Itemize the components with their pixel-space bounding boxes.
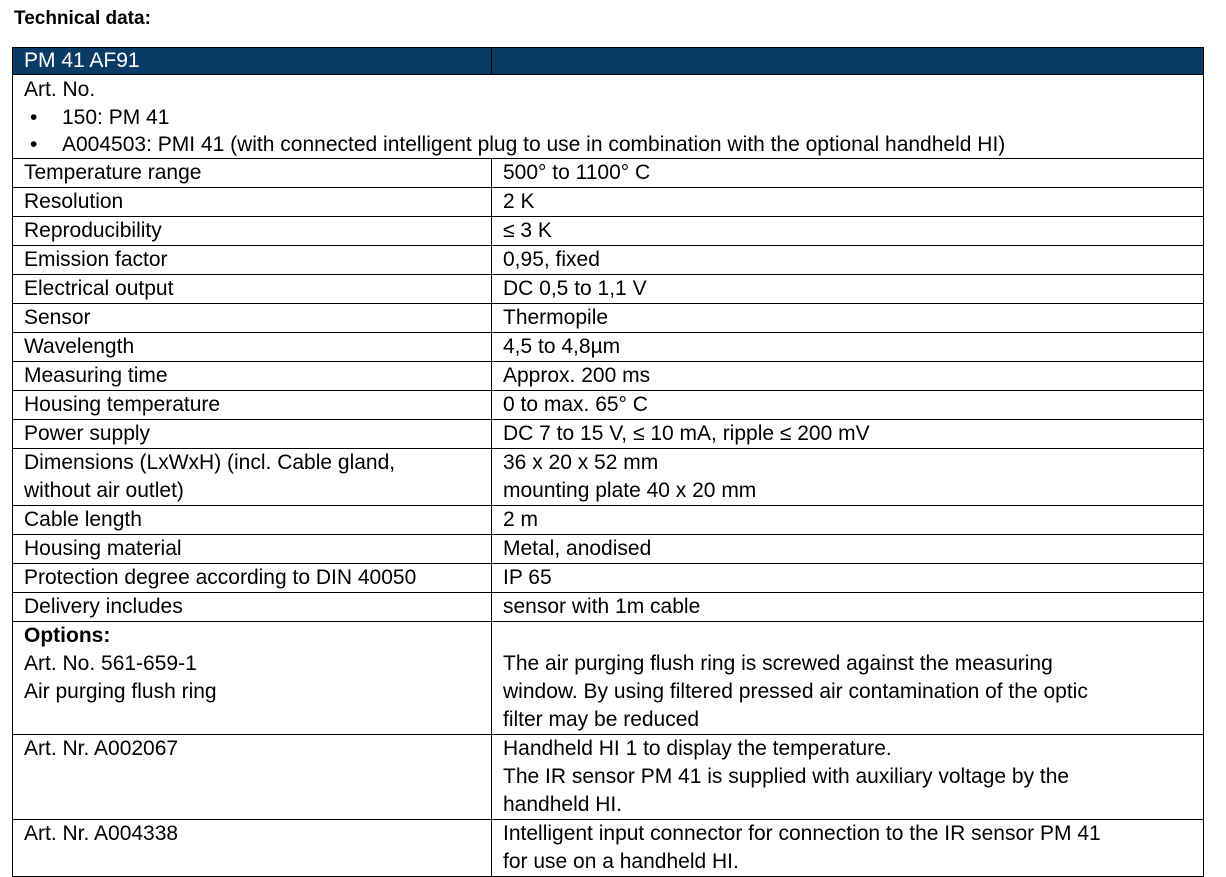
table-row xyxy=(13,420,1204,449)
row-value-line: mounting plate 40 x 20 mm xyxy=(503,479,757,502)
row-label xyxy=(13,391,492,420)
options-title: Options: xyxy=(24,624,111,647)
row-label-line: without air outlet) xyxy=(24,479,184,502)
table-row xyxy=(13,449,1204,506)
row-label xyxy=(13,159,492,188)
row-label-line: Dimensions (LxWxH) (incl. Cable gland, xyxy=(24,451,396,474)
row-label-line: Housing temperature xyxy=(24,393,221,416)
row-label-line: Housing material xyxy=(24,537,182,560)
options-label-line: Air purging flush ring xyxy=(24,680,217,703)
row-label-line: Power supply xyxy=(24,422,151,445)
row-label xyxy=(13,506,492,535)
table-row xyxy=(13,506,1204,535)
header-empty-cell xyxy=(492,48,1204,75)
row-label-line: Emission factor xyxy=(24,248,168,271)
row-value xyxy=(492,820,1204,877)
row-value-line: 500° to 1100° C xyxy=(503,161,651,184)
row-value xyxy=(492,420,1204,449)
row-label-line: Electrical output xyxy=(24,277,174,300)
row-value-line: for use on a handheld HI. xyxy=(503,850,739,873)
table-row xyxy=(13,304,1204,333)
row-label-line: Art. Nr. A004338 xyxy=(24,822,179,845)
row-value xyxy=(492,188,1204,217)
row-label-line: Protection degree according to DIN 40050 xyxy=(24,566,417,589)
row-value-line: sensor with 1m cable xyxy=(503,595,701,618)
row-label xyxy=(13,275,492,304)
row-label-line: Art. Nr. A002067 xyxy=(24,737,179,760)
options-value-line xyxy=(503,622,1203,650)
row-value-line: Metal, anodised xyxy=(503,537,652,560)
row-label xyxy=(13,304,492,333)
row-label-line: Wavelength xyxy=(24,335,135,358)
row-value xyxy=(492,246,1204,275)
list-item: • A004503: PMI 41 (with connected intelligent plug to use in combination with the optional handheld HI) xyxy=(24,131,1203,158)
row-value-line: Thermopile xyxy=(503,306,609,329)
art-no-row xyxy=(13,75,1204,159)
row-label xyxy=(13,535,492,564)
table-row xyxy=(13,159,1204,188)
row-value-line: ≤ 3 K xyxy=(503,219,552,242)
row-value-line: 36 x 20 x 52 mm xyxy=(503,451,659,474)
row-value-line: IP 65 xyxy=(503,566,552,589)
table-row xyxy=(13,593,1204,622)
options-label-line: Art. No. 561-659-1 xyxy=(24,652,197,675)
row-value-line: 0,95, fixed xyxy=(503,248,600,271)
table-row xyxy=(13,246,1204,275)
table-row xyxy=(13,275,1204,304)
options-value-line: The air purging flush ring is screwed against the measuring xyxy=(503,652,1053,675)
row-value-line: 2 K xyxy=(503,190,535,213)
row-value-line: Handheld HI 1 to display the temperature. xyxy=(503,737,892,760)
table-row xyxy=(13,564,1204,593)
row-label xyxy=(13,449,492,506)
options-value-line: filter may be reduced xyxy=(503,708,700,731)
row-value xyxy=(492,362,1204,391)
row-value-line: DC 7 to 15 V, ≤ 10 mA, ripple ≤ 200 mV xyxy=(503,422,870,445)
row-value-line: Approx. 200 ms xyxy=(503,364,651,387)
row-label xyxy=(13,735,492,820)
section-heading: Technical data: xyxy=(14,8,151,29)
options-row xyxy=(13,622,1204,735)
row-label-line: Sensor xyxy=(24,306,91,329)
row-value xyxy=(492,593,1204,622)
row-label xyxy=(13,820,492,877)
row-label xyxy=(13,188,492,217)
row-label-line: Measuring time xyxy=(24,364,168,387)
row-label-line: Delivery includes xyxy=(24,595,183,618)
row-value xyxy=(492,333,1204,362)
row-label-line: Reproducibility xyxy=(24,219,162,242)
row-value-line: DC 0,5 to 1,1 V xyxy=(503,277,647,300)
row-value-line: The IR sensor PM 41 is supplied with auxiliary voltage by the xyxy=(503,765,1070,788)
options-value xyxy=(492,622,1204,735)
row-value xyxy=(492,391,1204,420)
table-row xyxy=(13,820,1204,877)
table-row xyxy=(13,535,1204,564)
options-value-line: window. By using filtered pressed air contamination of the optic xyxy=(503,680,1088,703)
row-value xyxy=(492,506,1204,535)
row-value xyxy=(492,275,1204,304)
art-no-title: Art. No. xyxy=(24,78,96,101)
model-name: PM 41 AF91 xyxy=(13,48,492,75)
row-value xyxy=(492,535,1204,564)
list-item: • 150: PM 41 xyxy=(24,104,1203,131)
row-value xyxy=(492,735,1204,820)
row-value-line: 4,5 to 4,8µm xyxy=(503,335,621,358)
row-value xyxy=(492,564,1204,593)
row-label-line: Temperature range xyxy=(24,161,202,184)
row-value-line: handheld HI. xyxy=(503,793,623,816)
row-label xyxy=(13,420,492,449)
row-label xyxy=(13,593,492,622)
row-label xyxy=(13,333,492,362)
row-value xyxy=(492,449,1204,506)
table-header-row xyxy=(13,48,1204,75)
row-label xyxy=(13,246,492,275)
row-value xyxy=(492,159,1204,188)
table-row xyxy=(13,333,1204,362)
table-row xyxy=(13,735,1204,820)
table-row xyxy=(13,188,1204,217)
table-row xyxy=(13,217,1204,246)
technical-data-table xyxy=(12,47,1204,877)
row-value xyxy=(492,304,1204,333)
row-label xyxy=(13,564,492,593)
table-row xyxy=(13,362,1204,391)
row-label xyxy=(13,217,492,246)
row-label xyxy=(13,362,492,391)
row-label-line: Resolution xyxy=(24,190,124,213)
row-value-line: 0 to max. 65° C xyxy=(503,393,648,416)
table-row xyxy=(13,391,1204,420)
row-value xyxy=(492,217,1204,246)
art-no-list xyxy=(24,104,1203,158)
row-value-line: Intelligent input connector for connection to the IR sensor PM 41 xyxy=(503,822,1101,845)
row-value-line: 2 m xyxy=(503,508,539,531)
options-label xyxy=(13,622,492,735)
row-label-line: Cable length xyxy=(24,508,142,531)
